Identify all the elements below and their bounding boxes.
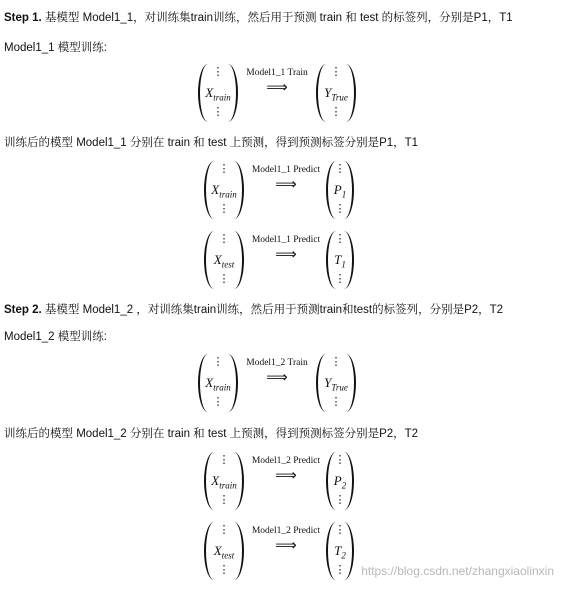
arrow-annotation — [240, 64, 314, 96]
arrow-annotation — [246, 161, 326, 193]
step1-text: 基模型 Model1_1，对训练集train训练，然后用于预测 train 和 test 的标签列，分别是P1，T1 — [41, 12, 513, 24]
step2-text: 基模型 Model1_2 ，对训练集train训练，然后用于预测train和test的标签列，分别是P2，T2 — [41, 304, 504, 316]
vertical-dots: ⋮ — [218, 203, 230, 215]
matrix-symbol: $X_{train}$ — [205, 85, 231, 103]
vertical-dots: ⋮ — [330, 106, 342, 118]
equation-step2-predict-train — [204, 452, 354, 510]
step2-heading — [4, 303, 503, 317]
vertical-dots: ⋮ — [218, 524, 230, 536]
arrow-label: Model1_1 Predict — [251, 165, 321, 175]
matrix-symbol: $P_1$ — [333, 182, 347, 200]
step1-predict-caption: 训练后的模型 Model1_1 分别在 train 和 test 上预测，得到预测标签分别是P1，T1 — [4, 137, 419, 149]
matrix-symbol: $T_1$ — [334, 252, 346, 270]
equation-step1-predict-train — [204, 161, 354, 219]
vertical-dots: ⋮ — [330, 356, 342, 368]
vertical-dots: ⋮ — [212, 396, 224, 408]
vertical-dots: ⋮ — [212, 106, 224, 118]
arrow-label: Model1_1 Predict — [251, 235, 321, 245]
right-matrix — [326, 231, 354, 289]
right-matrix — [316, 64, 356, 122]
equation-step2-predict-test — [204, 522, 354, 580]
left-matrix — [204, 522, 244, 580]
vertical-dots: ⋮ — [218, 163, 230, 175]
vertical-dots: ⋮ — [334, 454, 346, 466]
matrix-symbol: $T_2$ — [334, 543, 346, 561]
double-arrow-icon: ⟹ — [275, 245, 297, 263]
vertical-dots: ⋮ — [218, 454, 230, 466]
step1-train-caption: Model1_1 模型训练: — [4, 42, 107, 54]
vertical-dots: ⋮ — [334, 203, 346, 215]
step2-predict-caption: 训练后的模型 Model1_2 分别在 train 和 test 上预测，得到预测标签分别是P2，T2 — [4, 428, 419, 440]
matrix-symbol: $Y_{True}$ — [324, 85, 348, 103]
vertical-dots: ⋮ — [218, 494, 230, 506]
step1-label: Step 1. — [4, 12, 42, 24]
double-arrow-icon: ⟹ — [275, 175, 297, 193]
matrix-symbol: $X_{train}$ — [211, 473, 237, 491]
step2-train-caption: Model1_2 模型训练: — [4, 331, 107, 343]
left-matrix — [204, 231, 244, 289]
vertical-dots: ⋮ — [334, 233, 346, 245]
vertical-dots: ⋮ — [330, 396, 342, 408]
arrow-label: Model1_2 Train — [246, 358, 308, 368]
right-matrix — [326, 161, 354, 219]
vertical-dots: ⋮ — [334, 564, 346, 576]
left-matrix — [198, 354, 238, 412]
arrow-annotation — [240, 354, 314, 386]
matrix-symbol: $Y_{True}$ — [324, 375, 348, 393]
right-matrix — [316, 354, 356, 412]
vertical-dots: ⋮ — [330, 66, 342, 78]
right-matrix — [326, 452, 354, 510]
arrow-label: Model1_2 Predict — [251, 526, 321, 536]
step1-heading — [4, 11, 513, 25]
matrix-symbol: $X_{train}$ — [205, 375, 231, 393]
left-matrix — [204, 161, 244, 219]
vertical-dots: ⋮ — [218, 273, 230, 285]
equation-step1-train — [198, 64, 358, 122]
double-arrow-icon: ⟹ — [275, 536, 297, 554]
left-matrix — [204, 452, 244, 510]
vertical-dots: ⋮ — [334, 524, 346, 536]
double-arrow-icon: ⟹ — [275, 466, 297, 484]
arrow-label: Model1_2 Predict — [251, 456, 321, 466]
matrix-symbol: $X_{test}$ — [213, 543, 235, 561]
vertical-dots: ⋮ — [334, 273, 346, 285]
double-arrow-icon: ⟹ — [266, 78, 288, 96]
arrow-annotation — [246, 231, 326, 263]
vertical-dots: ⋮ — [218, 564, 230, 576]
left-matrix — [198, 64, 238, 122]
arrow-annotation — [246, 522, 326, 554]
vertical-dots: ⋮ — [334, 494, 346, 506]
vertical-dots: ⋮ — [212, 356, 224, 368]
step2-label: Step 2. — [4, 304, 42, 316]
equation-step2-train — [198, 354, 358, 412]
matrix-symbol: $P_2$ — [333, 473, 347, 491]
right-matrix — [326, 522, 354, 580]
equation-step1-predict-test — [204, 231, 354, 289]
matrix-symbol: $X_{test}$ — [213, 252, 235, 270]
vertical-dots: ⋮ — [212, 66, 224, 78]
arrow-label: Model1_1 Train — [246, 68, 308, 78]
matrix-symbol: $X_{train}$ — [211, 182, 237, 200]
double-arrow-icon: ⟹ — [266, 368, 288, 386]
vertical-dots: ⋮ — [334, 163, 346, 175]
vertical-dots: ⋮ — [218, 233, 230, 245]
watermark-url: https://blog.csdn.net/zhangxiaolinxin — [361, 564, 554, 578]
arrow-annotation — [246, 452, 326, 484]
